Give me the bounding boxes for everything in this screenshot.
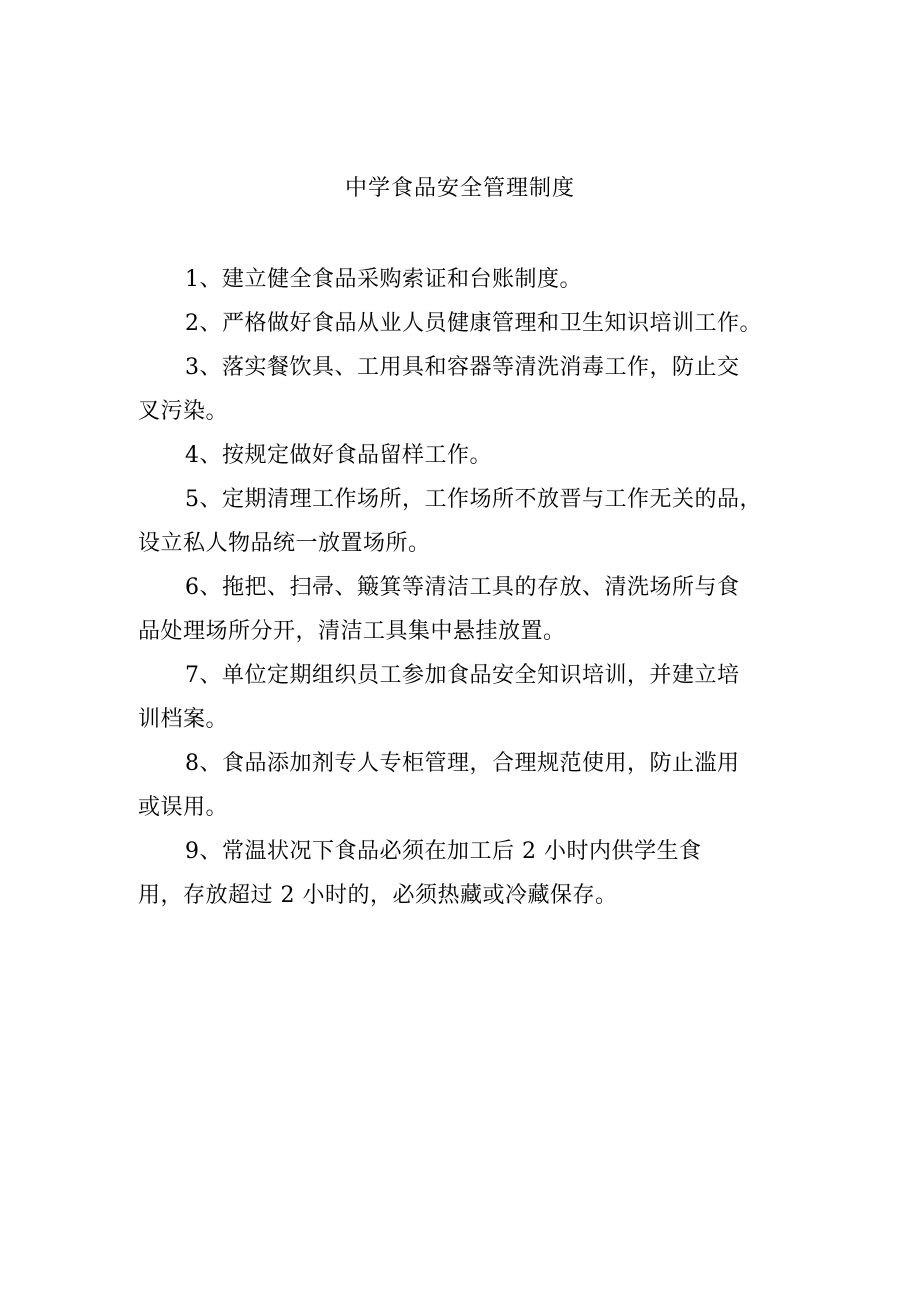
rule-2-line-1: 2、严格做好食品从业人员健康管理和卫生知识培训工作。 — [185, 311, 762, 336]
rule-1-line-1: 1、建立健全食品采购索证和台账制度。 — [185, 267, 582, 292]
rule-7-line-2: 训档案。 — [138, 707, 229, 732]
rule-8-line-1: 8、食品添加剂专人专柜管理，合理规范使用，防止滥用 — [185, 751, 740, 776]
rule-6-line-1: 6、拖把、扫帚、簸箕等清洁工具的存放、清洗场所与食 — [185, 575, 740, 600]
rule-3-line-1: 3、落实餐饮具、工用具和容器等清洗消毒工作，防止交 — [185, 355, 740, 380]
document-title: 中学食品安全管理制度 — [344, 176, 575, 201]
rule-3-line-2: 叉污染。 — [138, 399, 229, 424]
rule-7-line-1: 7、单位定期组织员工参加食品安全知识培训，并建立培 — [185, 663, 740, 688]
rule-5-line-2: 设立私人物品统一放置场所。 — [138, 531, 431, 556]
rule-9-line-1: 9、常温状况下食品必须在加工后 2 小时内供学生食 — [185, 839, 702, 864]
rule-4-line-1: 4、按规定做好食品留样工作。 — [185, 443, 492, 468]
rule-6-line-2: 品处理场所分开，清洁工具集中悬挂放置。 — [138, 619, 566, 644]
rule-5-line-1: 5、定期清理工作场所，工作场所不放晋与工作无关的品， — [185, 487, 762, 512]
rule-8-line-2: 或误用。 — [138, 795, 229, 820]
rule-9-line-2: 用，存放超过 2 小时的，必须热藏或冷藏保存。 — [138, 883, 618, 908]
